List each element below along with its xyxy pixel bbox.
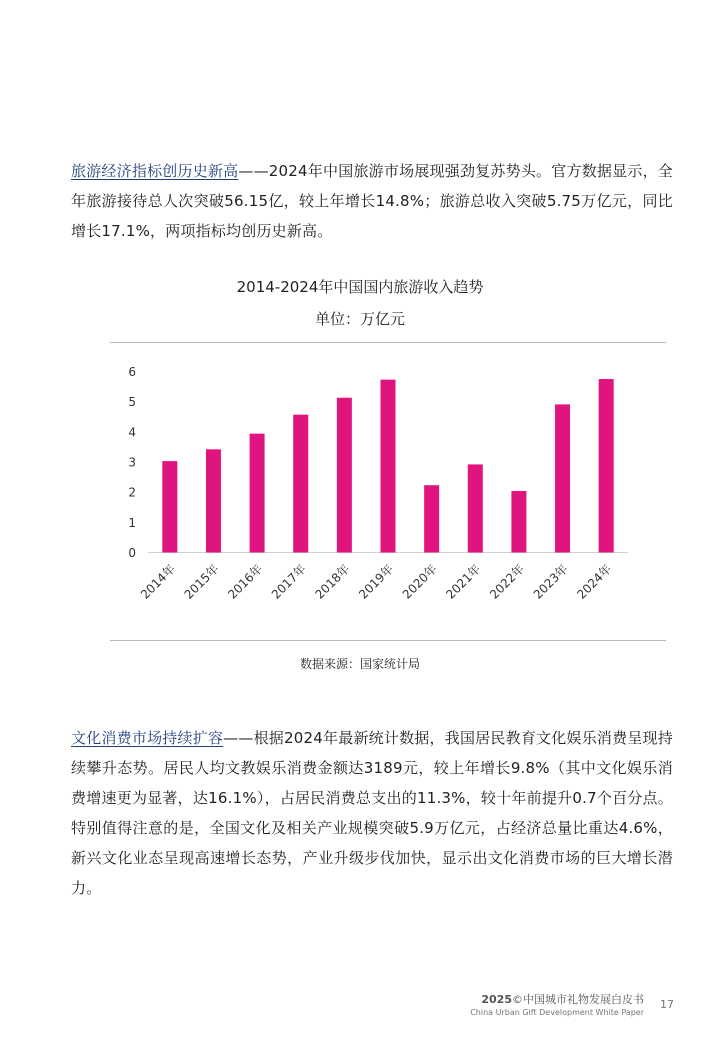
bar: [599, 379, 614, 552]
footer-title: [470, 993, 644, 1007]
x-tick-label: 2024年: [574, 561, 615, 602]
page-number: 17: [660, 998, 674, 1011]
bar: [555, 404, 570, 552]
y-tick-label: 4: [128, 425, 136, 440]
x-tick-label: 2017年: [268, 561, 309, 602]
y-tick-label: 6: [128, 365, 136, 379]
tourism-revenue-bar-chart: [0, 350, 720, 635]
x-tick-label: 2022年: [487, 561, 528, 602]
footer-year: 2025: [481, 993, 512, 1006]
y-tick-label: 1: [128, 515, 136, 530]
y-tick-label: 2: [128, 485, 136, 500]
bar: [293, 415, 308, 553]
x-tick-label: 2020年: [399, 561, 440, 602]
bar: [337, 398, 352, 553]
x-tick-label: 2018年: [312, 561, 353, 602]
culture-heading-link: 文化消费市场持续扩容: [71, 729, 224, 747]
x-tick-label: 2014年: [137, 561, 178, 602]
bar: [468, 464, 483, 552]
x-tick-label: 2016年: [225, 561, 266, 602]
bar: [511, 491, 526, 553]
footer-subtitle: China Urban Gift Development White Paper: [470, 1008, 644, 1017]
chart-top-divider: [110, 342, 666, 343]
y-tick-label: 0: [128, 546, 136, 560]
bar: [424, 485, 439, 552]
data-source: 数据来源：国家统计局: [299, 657, 420, 671]
bar: [250, 434, 265, 553]
footer: [470, 993, 644, 1018]
bar: [381, 380, 396, 553]
copyright-mark: ©: [512, 993, 523, 1006]
chart-bottom-divider: [110, 640, 666, 641]
x-tick-label: 2023年: [530, 561, 571, 602]
paragraph-culture: [71, 723, 673, 903]
tourism-heading-link: 旅游经济指标创历史新高: [71, 162, 239, 180]
bar: [206, 449, 221, 552]
x-tick-label: 2019年: [356, 561, 397, 602]
chart-unit: 单位：万亿元: [314, 310, 405, 328]
chart-title: 2014-2024年中国国内旅游收入趋势: [236, 278, 484, 296]
tourism-body-text: ——2024年中国旅游市场展现强劲复苏势头。官方数据显示，全年旅游接待总人次突破56.15亿，较上年增长14.8%；旅游总收入突破5.75万亿元，同比增长17.1%，两项指标均创历史新高。: [71, 162, 674, 240]
bar: [162, 461, 177, 552]
x-tick-label: 2015年: [181, 561, 222, 602]
y-tick-label: 5: [128, 395, 136, 410]
paragraph-tourism: [71, 156, 673, 246]
culture-body-text: ——根据2024年最新统计数据，我国居民教育文化娱乐消费呈现持续攀升态势。居民人均文教娱乐消费金额达3189元，较上年增长9.8%（其中文化娱乐消费增速更为显著，达16.1%），占居民消费总支出的11.3%，较十年前提升0.7个百分点。特别值得注意的是，全国文化及相关产业规模突破5.9万亿元，占经济总量比重达4.6%，新兴文化业态呈现高速增长态势，产业升级步伐加快，显示出文化消费市场的巨大增长潜力。: [71, 729, 673, 897]
y-tick-label: 3: [128, 455, 136, 470]
x-tick-label: 2021年: [443, 561, 484, 602]
footer-title-text: 中国城市礼物发展白皮书: [523, 993, 644, 1006]
